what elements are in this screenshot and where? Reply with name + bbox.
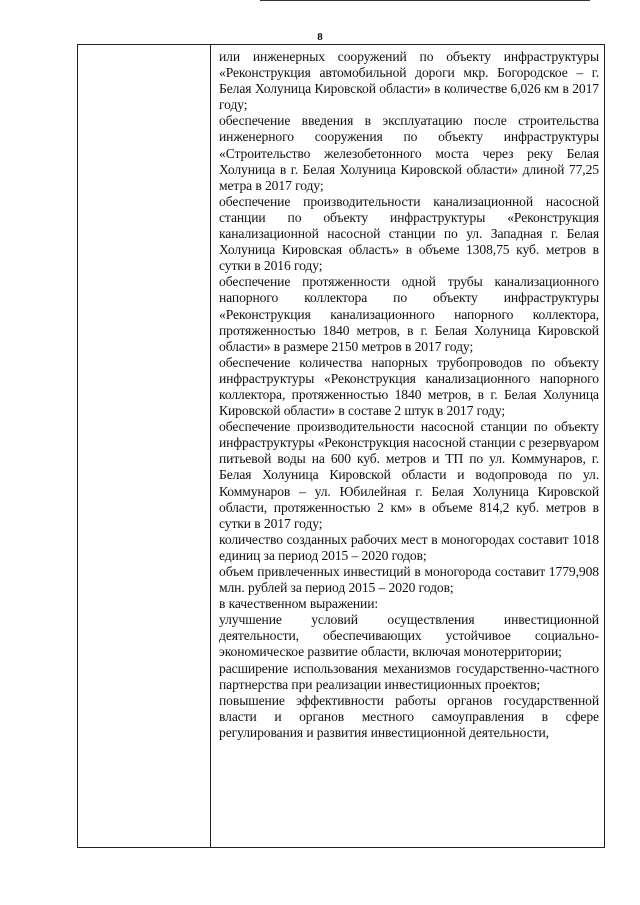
paragraph-jobs: количество созданных рабочих мест в моногородах составит 1018 единиц за период 2015 – 2020 годов; xyxy=(219,531,599,563)
paragraph-qualitative-heading: в качественном выражении: xyxy=(219,596,379,612)
page-number: 8 xyxy=(317,31,323,43)
paragraph-investments: объем привлеченных инвестиций в моногорода составит 1779,908 млн. рублей за период 2015 – 2020 годов; xyxy=(219,564,599,596)
paragraph-pump-station: обеспечение производительности канализационной насосной станции по объекту инфраструктуры «Реконструкция канализационной насосной станции по ул. Западная г. Белая Холуница Кировская область» в объеме 1308,75 куб. метров в сутки в 2016 году; xyxy=(219,193,599,274)
paragraph-water-station: обеспечение производительности насосной станции по объекту инфраструктуры «Реконструкция насосной станции с резервуаром питьевой воды на 600 куб. метров и ТП по ул. Коммунаров, г. Белая Холуница Кировской области и водопровода по ул. Коммунаров – ул. Юбилейная г. Белая Холуница Кировской области, протяженностью 2 км» в объеме 814,2 куб. метров в сутки в 2017 году; xyxy=(219,419,599,531)
paragraph-collector-length: обеспечение протяженности одной трубы канализационного напорного коллектора по объекту инфраструктуры «Реконструкция канализационного напорного коллектора, протяженностью 1840 метров, в г. Белая Холуница Кировской области» в размере 2150 метров в 2017 году; xyxy=(219,274,599,354)
top-rule xyxy=(260,0,590,1)
paragraph-pipelines-count: обеспечение количества напорных трубопроводов по объекту инфраструктуры «Реконструкция канализационного напорного коллектора, протяженностью 1840 метров, в г. Белая Холуница Кировской области» в составе 2 штук в 2017 году; xyxy=(219,354,599,419)
document-table xyxy=(77,44,605,848)
table-right-column xyxy=(219,49,599,741)
paragraph-ppp: расширение использования механизмов государственно-частного партнерства при реализации инвестиционных проектов; xyxy=(219,660,599,692)
paragraph-government-efficiency: повышение эффективности работы органов государственной власти и органов местного самоуправления в сфере регулирования и развития инвестиционной деятельности, xyxy=(219,692,599,740)
paragraph-investment-conditions: улучшение условий осуществления инвестиционной деятельности, обеспечивающих устойчивое социально-экономическое развитие области, включая монотерритории; xyxy=(219,612,599,660)
paragraph-road: или инженерных сооружений по объекту инфраструктуры «Реконструкция автомобильной дороги мкр. Богородское – г. Белая Холуница Кировской области» в количестве 6,026 км в 2017 году; xyxy=(219,49,599,113)
paragraph-bridge: обеспечение введения в эксплуатацию после строительства инженерного сооружения по объекту инфраструктуры «Строительство железобетонного моста через реку Белая Холуница в г. Белая Холуница Кировской области» длиной 77,25 метра в 2017 году; xyxy=(219,113,599,193)
table-left-column xyxy=(78,45,211,847)
